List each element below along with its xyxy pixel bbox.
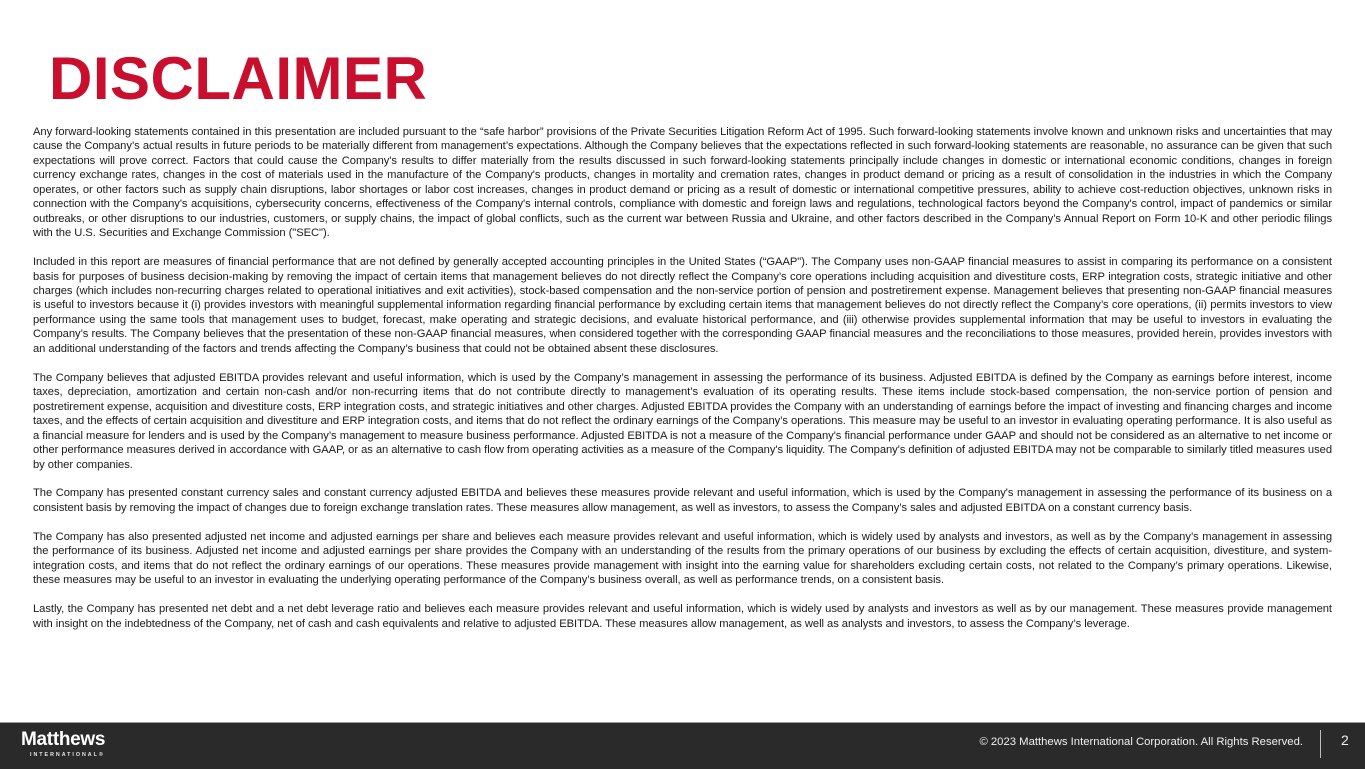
paragraph-non-gaap: Included in this report are measures of financial performance that are not defined by generally accepted accounting principles in the United States (“GAAP"). The Company uses non-GAAP financial measures to assist in comparing its performance on a consistent basis for purposes of business decision-making by removing the impact of certain items that management believes do not directly reflect the Company’s core operations including acquisition and divestiture costs, ERP integration costs, strategic initiative and other charges (which includes non-recurring charges related to operational initiatives and exit activities), stock-based compensation and the non-service portion of pension and postretirement expense. Management believes that presenting non-GAAP financial measures is useful to investors because it (i) provides investors with meaningful supplemental information regarding financial performance by excluding certain items that management believes do not directly reflect the Company’s core operations, (ii) permits investors to view performance using the same tools that management uses to budget, forecast, make operating and strategic decisions, and evaluate historical performance, and (iii) otherwise provides supplemental information that may be useful to investors in evaluating the Company’s results. The Company believes that the presentation of these non-GAAP financial measures, when considered together with the corresponding GAAP financial measures and the reconciliations to those measures, provided herein, provides investors with an additional understanding of the factors and trends affecting the Company’s business that could not be obtained absent these disclosures. — [33, 256, 1332, 355]
matthews-logo — [21, 729, 105, 759]
paragraph-net-debt: Lastly, the Company has presented net debt and a net debt leverage ratio and believes each measure provides relevant and useful information, which is widely used by analysts and investors as well as by our management. These measures provide management with insight on the indebtedness of the Company, net of cash and cash equivalents and relative to adjusted EBITDA. These measures allow management, as well as analysts and investors, to assess the Company’s leverage. — [33, 603, 1332, 630]
paragraph-forward-looking: Any forward-looking statements contained in this presentation are included pursuant to the “safe harbor” provisions of the Private Securities Litigation Reform Act of 1995. Such forward-looking statements involve known and unknown risks and uncertainties that may cause the Company’s actual results in future periods to be materially different from management’s expectations. Although the Company believes that the expectations reflected in such forward-looking statements are reasonable, no assurance can be given that such expectations will prove correct. Factors that could cause the Company's results to differ materially from the results discussed in such forward-looking statements principally include changes in domestic or international economic conditions, changes in foreign currency exchange rates, changes in the cost of materials used in the manufacture of the Company's products, changes in mortality and cremation rates, changes in product demand or pricing as a result of consolidation in the industries in which the Company operates, or other factors such as supply chain disruptions, labor shortages or labor cost increases, changes in product demand or pricing as a result of domestic or international competitive pressures, ability to achieve cost-reduction objectives, unknown risks in connection with the Company's acquisitions, cybersecurity concerns, effectiveness of the Company's internal controls, compliance with domestic and foreign laws and regulations, technological factors beyond the Company's control, impact of pandemics or similar outbreaks, or other disruptions to our industries, customers, or supply chains, the impact of global conflicts, such as the current war between Russia and Ukraine, and other factors described in the Company’s Annual Report on Form 10-K and other periodic filings with the U.S. Securities and Exchange Commission ("SEC"). — [33, 126, 1332, 240]
logo-wordmark: Matthews — [21, 729, 106, 750]
logo-subtitle: INTERNATIONAL® — [30, 752, 105, 758]
footer-divider — [1320, 730, 1321, 758]
paragraph-adjusted-ebitda: The Company believes that adjusted EBITDA provides relevant and useful information, which is used by the Company’s management in assessing the performance of its business. Adjusted EBITDA is defined by the Company as earnings before interest, income taxes, depreciation, amortization and certain non-cash and/or non-recurring items that do not contribute directly to management’s evaluation of its operating results. These items include stock-based compensation, the non-service portion of pension and postretirement expense, acquisition and divestiture costs, ERP integration costs, and strategic initiatives and other charges. Adjusted EBITDA provides the Company with an understanding of earnings before the impact of investing and financing charges and income taxes, and the effects of certain acquisition and divestiture and ERP integration costs, and items that do not reflect the ordinary earnings of the Company’s operations. This measure may be useful to an investor in evaluating operating performance. It is also useful as a financial measure for lenders and is used by the Company’s management to measure business performance. Adjusted EBITDA is not a measure of the Company's financial performance under GAAP and should not be considered as an alternative to net income or other performance measures derived in accordance with GAAP, or as an alternative to cash flow from operating activities as a measure of the Company's liquidity. The Company's definition of adjusted EBITDA may not be comparable to similarly titled measures used by other companies. — [33, 371, 1332, 471]
page-title: DISCLAIMER — [49, 45, 428, 112]
footer-bar — [0, 722, 1365, 769]
disclaimer-body — [33, 125, 1332, 646]
copyright-text: © 2023 Matthews International Corporation. All Rights Reserved. — [979, 736, 1303, 748]
paragraph-adjusted-net-income: The Company has also presented adjusted net income and adjusted earnings per share and believes each measure provides relevant and useful information, which is widely used by analysts and investors, as well as by the Company’s management in assessing the performance of its business. Adjusted net income and adjusted earnings per share provides the Company with an understanding of the results from the primary operations of our business by excluding the effects of certain acquisition, divestiture, and system-integration costs, and items that do not reflect the ordinary earnings of our operations. These measures provide management with insight into the earning value for shareholders excluding certain costs, not related to the Company’s primary operations. Likewise, these measures may be useful to an investor in evaluating the underlying operating performance of the Company’s business overall, as well as performance trends, on a consistent basis. — [33, 530, 1332, 587]
page-number: 2 — [1341, 732, 1349, 748]
paragraph-constant-currency: The Company has presented constant currency sales and constant currency adjusted EBITDA and believes these measures provide relevant and useful information, which is used by the Company's management in assessing the performance of its business on a consistent basis by removing the impact of changes due to foreign exchange translation rates. These measures allow management, as well as investors, to assess the Company’s sales and adjusted EBITDA on a constant currency basis. — [33, 487, 1332, 514]
